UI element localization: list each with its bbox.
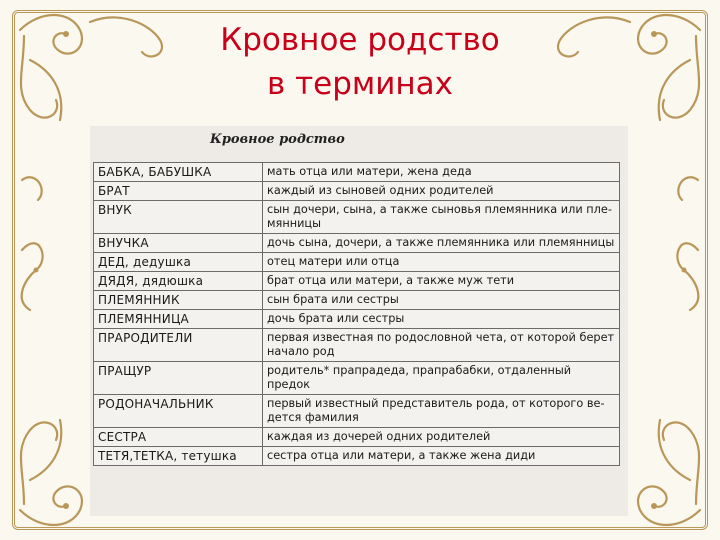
table-row xyxy=(94,447,620,466)
slide-title xyxy=(0,18,720,106)
kin-definition: каждая из дочерей одних родителей xyxy=(263,428,620,447)
kin-definition: каждый из сыновей одних родителей xyxy=(263,182,620,201)
title-line-1: Кровное родство xyxy=(220,22,500,58)
kin-term: ДЕД, дедушка xyxy=(94,253,263,272)
kin-term: СЕСТРА xyxy=(94,428,263,447)
kin-term: БРАТ xyxy=(94,182,263,201)
kin-term: ПЛЕМЯННИЦА xyxy=(94,310,263,329)
table-row xyxy=(94,163,620,182)
table-row xyxy=(94,201,620,234)
kin-term: ПЛЕМЯННИК xyxy=(94,291,263,310)
kin-definition: сын дочери, сына, а также сыновья племянника или пле-мянницы xyxy=(263,201,620,234)
kinship-table xyxy=(93,162,620,466)
kin-definition: дочь сына, дочери, а также племянника или племянницы xyxy=(263,234,620,253)
kin-term: ВНУЧКА xyxy=(94,234,263,253)
table-row xyxy=(94,310,620,329)
kin-term: ТЕТЯ,ТЕТКА, тетушка xyxy=(94,447,263,466)
kin-term: ПРАРОДИТЕЛИ xyxy=(94,329,263,362)
title-line-2: в терминах xyxy=(266,66,454,102)
kin-definition: дочь брата или сестры xyxy=(263,310,620,329)
kin-term: ДЯДЯ, дядюшка xyxy=(94,272,263,291)
table-row xyxy=(94,272,620,291)
kin-term: РОДОНАЧАЛЬНИК xyxy=(94,395,263,428)
kin-definition: первый известный представитель рода, от которого ве-дется фамилия xyxy=(263,395,620,428)
kin-definition: родитель* прапрадеда, прапрабабки, отдаленный предок xyxy=(263,362,620,395)
kin-definition: сестра отца или матери, а также жена диди xyxy=(263,447,620,466)
kin-definition: брат отца или матери, а также муж тети xyxy=(263,272,620,291)
table-row xyxy=(94,428,620,447)
table-row xyxy=(94,362,620,395)
kin-term: ВНУК xyxy=(94,201,263,234)
kin-definition: сын брата или сестры xyxy=(263,291,620,310)
table-row xyxy=(94,395,620,428)
table-row xyxy=(94,291,620,310)
table-row xyxy=(94,234,620,253)
kin-term: ПРАЩУР xyxy=(94,362,263,395)
kin-term: БАБКА, БАБУШКА xyxy=(94,163,263,182)
table-caption: Кровное родство xyxy=(210,132,345,147)
kin-definition: мать отца или матери, жена деда xyxy=(263,163,620,182)
kin-definition: отец матери или отца xyxy=(263,253,620,272)
kin-definition: первая известная по родословной чета, от которой берет начало род xyxy=(263,329,620,362)
table-row xyxy=(94,182,620,201)
table-row xyxy=(94,329,620,362)
table-row xyxy=(94,253,620,272)
